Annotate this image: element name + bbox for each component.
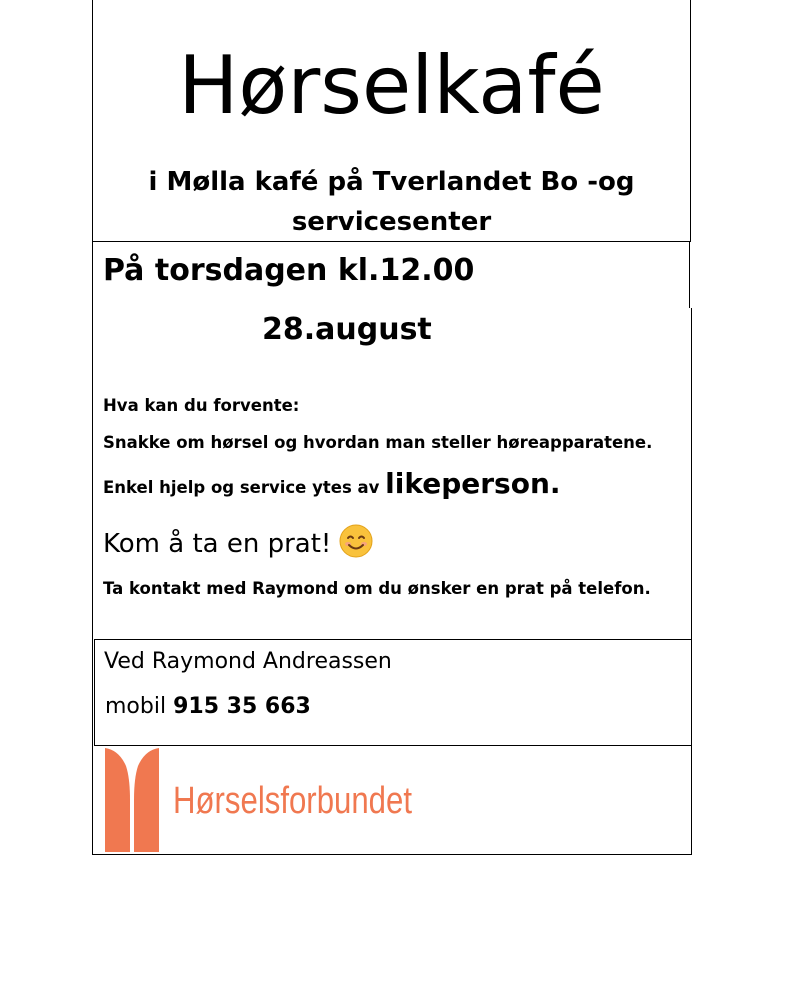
- contact-name: Ved Raymond Andreassen: [104, 649, 392, 674]
- phone-number: 915 35 663: [173, 694, 311, 719]
- content-divider: [94, 639, 692, 640]
- event-date: 28.august: [262, 312, 432, 347]
- invite-line: [103, 524, 373, 564]
- frame-right-border-lower: [691, 308, 692, 855]
- expect-heading: Hva kan du forvente:: [103, 396, 300, 415]
- logo-text: Hørselsforbundet: [173, 780, 413, 822]
- poster-title: Hørselkafé: [178, 39, 605, 132]
- horselsforbundet-logo-icon: [103, 748, 161, 856]
- expect-line-1: Snakke om hørsel og hvordan man steller høreapparatene.: [103, 433, 653, 452]
- phone-label: mobil: [105, 694, 174, 719]
- expect-line-2-suffix: .: [549, 467, 561, 500]
- contact-box-bottom: [94, 745, 692, 746]
- smiling-face-icon: [339, 524, 373, 558]
- contact-phone: [105, 692, 311, 722]
- contact-note: Ta kontakt med Raymond om du ønsker en prat på telefon.: [103, 579, 651, 598]
- frame-right-border-top: [690, 0, 691, 242]
- frame-right-border-middle: [689, 242, 690, 308]
- frame-bottom-border: [92, 854, 692, 855]
- expect-line-2: [103, 467, 561, 502]
- contact-box-left: [94, 639, 95, 746]
- event-day-time: På torsdagen kl.12.00: [103, 253, 475, 288]
- expect-line-2-prefix: Enkel hjelp og service ytes av: [103, 478, 386, 497]
- poster-subtitle: i Mølla kafé på Tverlandet Bo -og servicesenter: [148, 167, 635, 237]
- invite-text: Kom å ta en prat!: [103, 529, 332, 559]
- likeperson-emphasis: likeperson: [385, 467, 550, 500]
